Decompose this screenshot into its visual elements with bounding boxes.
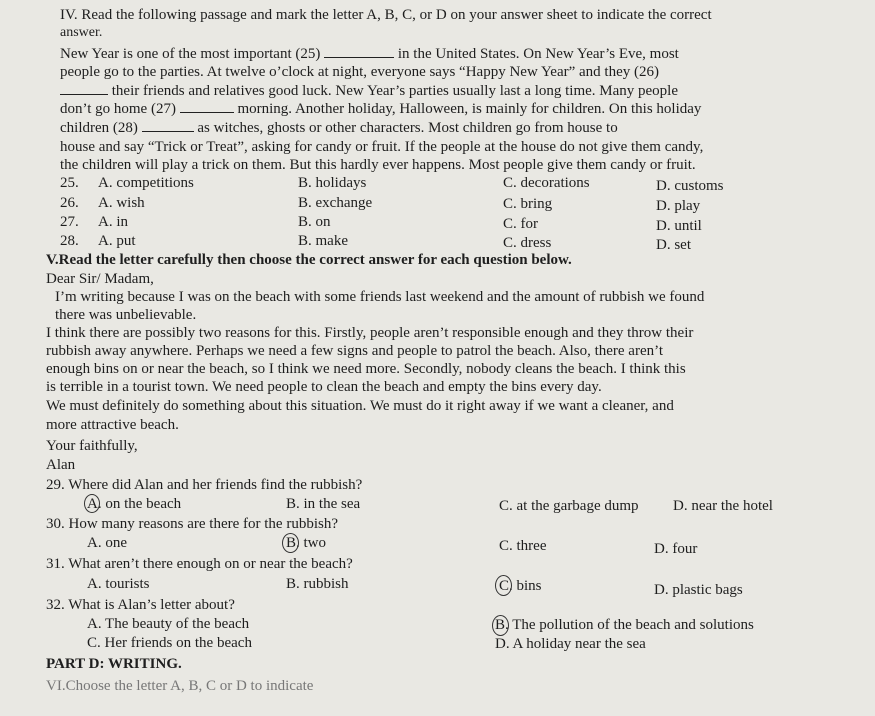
section-v-heading: V.Read the letter carefully then choose the correct answer for each question below. <box>46 252 572 268</box>
question-number: 25. <box>60 175 79 191</box>
option-a[interactable]: A. one <box>87 535 127 551</box>
letter-line: enough bins on or near the beach, so I think we need more. Secondly, nobody cleans the beach. I think this <box>46 361 686 377</box>
passage-line-3: their friends and relatives good luck. New Year’s parties usually last a long time. Many people <box>60 83 678 100</box>
letter-line: I think there are possibly two reasons for this. Firstly, people aren’t responsible enough and they throw their <box>46 325 694 341</box>
blank-27 <box>180 112 234 113</box>
option-c[interactable]: C. for <box>503 216 538 232</box>
option-d[interactable]: D. customs <box>656 178 724 194</box>
option-d[interactable]: D. near the hotel <box>673 498 773 514</box>
section-iv-heading: IV. Read the following passage and mark the letter A, B, C, or D on your answer sheet to indicate the correct <box>60 7 712 23</box>
question-31-text: 31. What aren’t there enough on or near the beach? <box>46 556 353 572</box>
option-c[interactable]: C. Her friends on the beach <box>87 635 252 651</box>
option-d[interactable]: D. four <box>654 541 698 557</box>
letter-line: is terrible in a tourist town. We need people to clean the beach and empty the bins every day. <box>46 379 602 395</box>
letter-greeting: Dear Sir/ Madam, <box>46 271 154 287</box>
passage-line-4: don’t go home (27) morning. Another holiday, Halloween, is mainly for children. On this holiday <box>60 101 702 117</box>
option-b[interactable]: B. two <box>286 535 327 551</box>
question-29-text: 29. Where did Alan and her friends find the rubbish? <box>46 477 363 493</box>
option-d[interactable]: D. until <box>656 218 702 234</box>
option-a[interactable]: A. competitions <box>98 175 194 191</box>
option-a[interactable]: A. in <box>98 214 128 230</box>
passage-line-7: the children will play a trick on them. But this hardly ever happens. Most people give them candy or fruit. <box>60 157 696 173</box>
question-30-text: 30. How many reasons are there for the rubbish? <box>46 516 338 532</box>
option-b[interactable]: B. in the sea <box>286 496 361 512</box>
answer-circle <box>492 615 509 636</box>
answer-circle <box>84 494 100 513</box>
option-a[interactable]: A. wish <box>98 195 145 211</box>
letter-line: I’m writing because I was on the beach with some friends last weekend and the amount of rubbish we found <box>55 289 705 305</box>
answer-circle <box>282 533 299 553</box>
letter-signature: Alan <box>46 457 76 473</box>
option-c[interactable]: C. at the garbage dump <box>499 498 639 514</box>
letter-line: more attractive beach. <box>46 417 179 433</box>
question-number: 28. <box>60 233 79 249</box>
letter-closing: Your faithfully, <box>46 438 138 454</box>
option-a[interactable]: A. on the beach <box>87 496 182 512</box>
passage-line-2: people go to the parties. At twelve o’clock at night, everyone says “Happy New Year” and they (26) <box>60 64 659 80</box>
letter-line: there was unbelievable. <box>55 307 197 323</box>
section-vi-heading-cut: VI.Choose the letter A, B, C or D to indicate <box>46 678 314 694</box>
option-a[interactable]: A. The beauty of the beach <box>87 616 250 632</box>
option-c[interactable]: C. bins <box>499 578 542 594</box>
option-b[interactable]: B. on <box>298 214 331 230</box>
option-d[interactable]: D. play <box>656 198 701 214</box>
option-d[interactable]: D. A holiday near the sea <box>495 636 646 652</box>
option-b[interactable]: B. holidays <box>298 175 367 191</box>
option-a[interactable]: A. put <box>98 233 136 249</box>
passage-line-1: New Year is one of the most important (25) in the United States. On New Year’s Eve, most <box>60 46 679 62</box>
letter-line: rubbish away anywhere. Perhaps we need a few signs and people to patrol the beach. Also, there aren’t <box>46 343 664 359</box>
blank-25 <box>324 57 394 58</box>
part-d-heading: PART D: WRITING. <box>46 656 182 672</box>
question-number: 26. <box>60 195 79 211</box>
blank-26 <box>60 94 108 95</box>
question-32-text: 32. What is Alan’s letter about? <box>46 597 235 613</box>
passage-line-6: house and say “Trick or Treat”, asking for candy or fruit. If the people at the house do not give them candy, <box>60 139 704 155</box>
option-b[interactable]: B. rubbish <box>286 576 349 592</box>
option-c[interactable]: C. dress <box>503 235 552 251</box>
section-iv-heading-cont: answer. <box>60 25 103 40</box>
option-a[interactable]: A. tourists <box>87 576 150 592</box>
option-b[interactable]: B. The pollution of the beach and solutions <box>495 617 754 633</box>
option-d[interactable]: D. plastic bags <box>654 582 743 598</box>
option-b[interactable]: B. make <box>298 233 348 249</box>
letter-line: We must definitely do something about this situation. We must do it right away if we want a cleaner, and <box>46 398 674 414</box>
answer-circle <box>495 575 512 596</box>
blank-28 <box>142 131 194 132</box>
option-d[interactable]: D. set <box>656 237 691 253</box>
option-b[interactable]: B. exchange <box>298 195 373 211</box>
option-c[interactable]: C. three <box>499 538 547 554</box>
option-c[interactable]: C. decorations <box>503 175 590 191</box>
passage-line-5: children (28) as witches, ghosts or other characters. Most children go from house to <box>60 120 618 136</box>
option-c[interactable]: C. bring <box>503 196 553 212</box>
question-number: 27. <box>60 214 79 230</box>
